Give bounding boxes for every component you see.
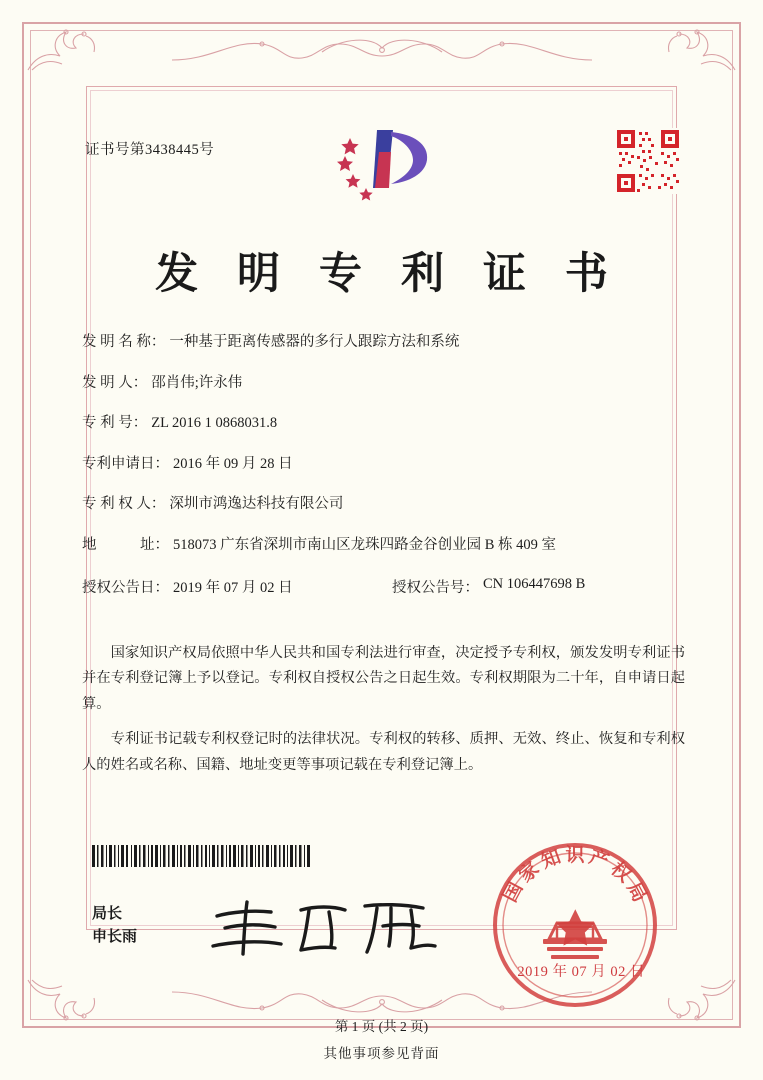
svg-text:识: 识 [565, 844, 585, 866]
field-label: 授权公告号： [392, 579, 479, 596]
field-value: 邵肖伟;许永伟 [151, 374, 243, 391]
field-label: 专 利 号： [82, 415, 148, 432]
paragraph-2: 专利证书记载专利权登记时的法律状况。专利权的转移、质押、无效、终止、恢复和专利权人的姓名或名称、国籍、地址变更等事项记载在专利登记簿上。 [82, 731, 685, 773]
svg-text:家: 家 [514, 857, 544, 887]
certificate-content [70, 70, 693, 1034]
certificate-number: 证书号第3438445号 [85, 142, 215, 158]
field-label: 专 利 权 人： [82, 496, 166, 513]
grant-date [82, 576, 392, 597]
field-list [82, 332, 683, 616]
page-indicator: 第 1 页 (共 2 页) [334, 1019, 429, 1034]
svg-text:局: 局 [622, 878, 651, 906]
field-label: 地 址： [82, 536, 169, 553]
official-round-seal-icon [485, 835, 665, 1015]
paragraph-1: 国家知识产权局依照中华人民共和国专利法进行审查，决定授予专利权，颁发发明专利证书并在专利登记簿上予以登记。专利权自授权公告之日起生效。专利权期限为二十年，自申请日起算。 [82, 645, 685, 712]
footer-note: 其他事项参见背面 [323, 1046, 440, 1061]
field-invention-title [82, 332, 683, 353]
field-label: 发 明 名 称： [82, 334, 166, 350]
legal-text [82, 641, 685, 788]
field-patent-number [82, 413, 683, 434]
svg-text:知: 知 [538, 845, 564, 873]
barcode-icon [92, 845, 310, 867]
signatory-title: 局长 [92, 906, 123, 922]
field-label: 发 明 人： [82, 374, 148, 391]
field-value: ZL 2016 1 0868031.8 [151, 415, 278, 432]
page-title: 发 明 专 利 证 书 [155, 249, 620, 299]
qr-code-icon [615, 128, 681, 194]
svg-text:国: 国 [499, 878, 528, 906]
top-scroll-ornament-icon [172, 30, 592, 68]
handwritten-signature-icon [205, 896, 455, 958]
patent-office-logo-icon [317, 122, 447, 214]
field-value: 2019 年 07 月 02 日 [173, 579, 293, 596]
field-label: 授权公告日： [82, 579, 169, 596]
svg-text:产: 产 [586, 845, 612, 873]
field-application-date [82, 454, 683, 475]
field-patentee [82, 494, 683, 515]
field-value: 518073 广东省深圳市南山区龙珠四路金谷创业园 B 栋 409 室 [173, 536, 557, 553]
field-label: 专利申请日： [82, 455, 169, 472]
grant-number [392, 576, 585, 597]
seal-date: 2019 年 07 月 02 日 [517, 964, 645, 980]
signatory-block [92, 903, 137, 950]
field-address [82, 535, 683, 557]
svg-text:权: 权 [606, 857, 636, 887]
field-inventors [82, 373, 683, 394]
signatory-name: 申长雨 [92, 929, 138, 946]
field-value: 深圳市鸿逸达科技有限公司 [169, 496, 344, 513]
corner-flourish-icon [26, 26, 104, 72]
field-value: 一种基于距离传感器的多行人跟踪方法和系统 [169, 334, 460, 350]
grant-row [82, 576, 683, 597]
field-value: 2016 年 09 月 28 日 [173, 455, 293, 472]
field-value: CN 106447698 B [483, 575, 586, 592]
corner-flourish-icon [659, 26, 737, 72]
